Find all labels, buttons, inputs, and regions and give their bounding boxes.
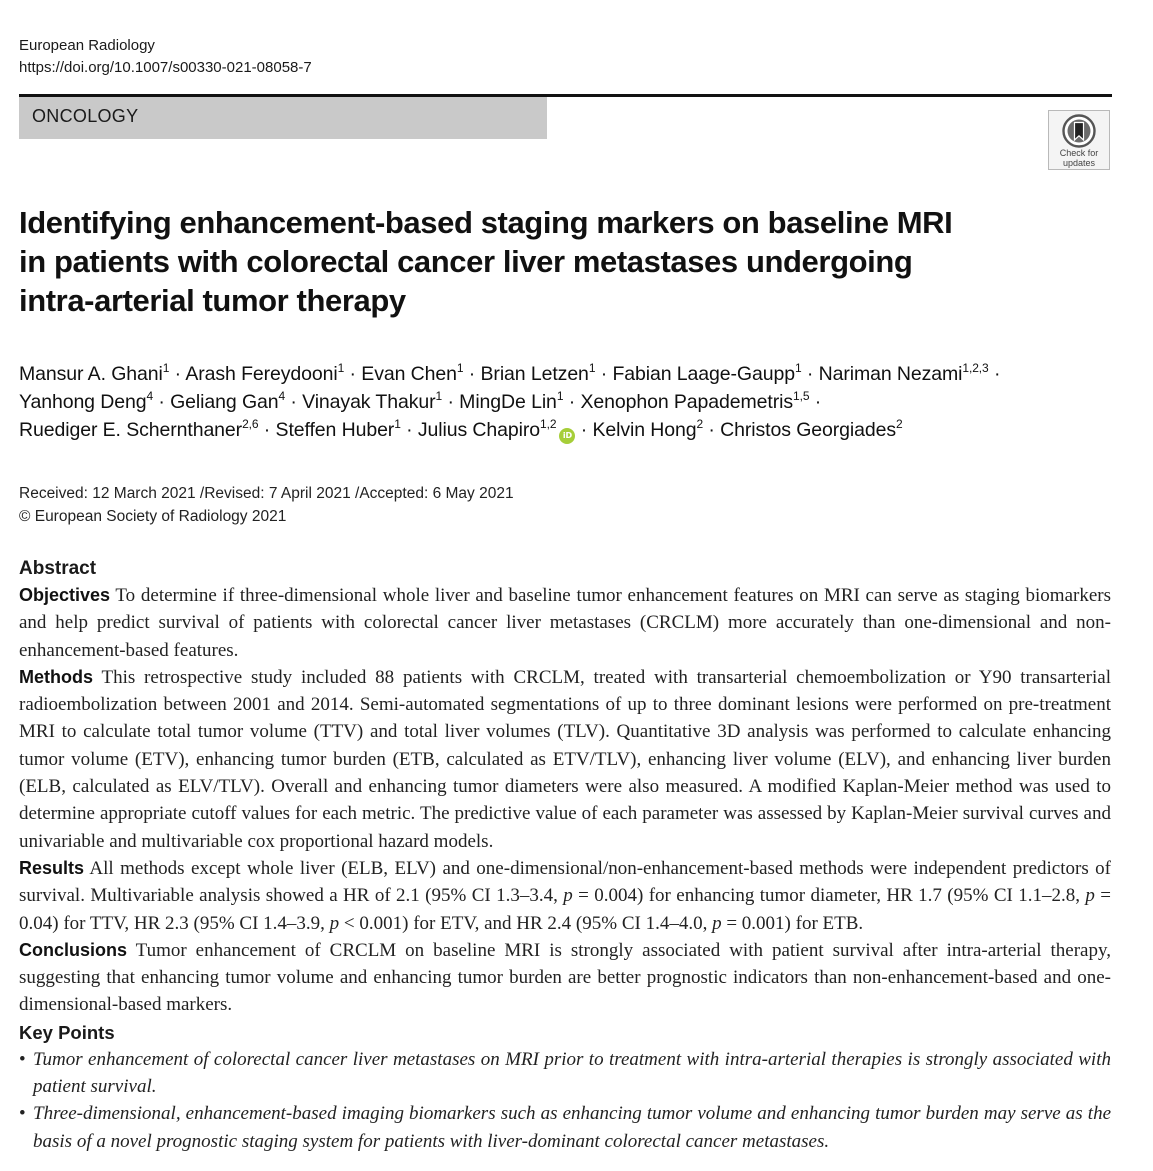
title-line: Identifying enhancement-based staging markers on baseline MRI [19, 205, 953, 240]
author-separator: · [174, 363, 182, 385]
author-name[interactable]: Vinayak Thakur [302, 391, 436, 413]
abstract-results [19, 855, 1111, 937]
author-line [19, 388, 1000, 416]
author-name[interactable]: Mansur A. Ghani [19, 363, 163, 385]
author-name[interactable]: Julius Chapiro [417, 419, 541, 441]
results-text: = 0.001) for ETB. [721, 912, 864, 934]
abstract-objectives [19, 582, 1111, 664]
author-separator: · [814, 391, 822, 413]
author-name[interactable]: Steffen Huber [275, 419, 395, 441]
history-dates: Received: 12 March 2021 /Revised: 7 April 2021 /Accepted: 6 May 2021 [19, 485, 514, 502]
author-separator: · [158, 391, 165, 413]
abstract-heading: Abstract [19, 558, 97, 579]
affiliation-mark: 4 [278, 389, 286, 403]
author-separator: · [468, 363, 476, 385]
updates-label-line2: updates [1062, 158, 1096, 168]
methods-label: Methods [19, 666, 93, 687]
author-separator: · [708, 419, 715, 441]
journal-header [19, 35, 312, 79]
author-separator: · [806, 363, 814, 385]
author-name[interactable]: Fabian Laage-Gaupp [612, 363, 795, 385]
key-point-item [19, 1046, 1111, 1101]
journal-name: European Radiology [19, 37, 155, 54]
author-name[interactable]: Xenophon Papademetris [580, 391, 794, 413]
author-name[interactable]: Evan Chen [361, 363, 457, 385]
author-name[interactable]: Geliang Gan [170, 391, 279, 413]
key-point-text: Three-dimensional, enhancement-based imaging biomarkers such as enhancing tumor volume and enhancing tumor burden may serve as the basis of a novel prognostic staging system for patients with liver-dominant colorectal cancer metastases. [33, 1103, 1111, 1152]
objectives-label: Objectives [19, 585, 111, 605]
title-line: intra-arterial tumor therapy [19, 283, 406, 318]
author-name[interactable]: Nariman Nezami [818, 363, 963, 385]
author-name[interactable]: Christos Georgiades [720, 419, 897, 441]
results-text: < 0.001) for ETV, and HR 2.4 (95% CI 1.4–4.0, [339, 912, 713, 934]
p-symbol: p [1085, 885, 1095, 907]
doi-link[interactable]: https://doi.org/10.1007/s00330-021-08058-7 [19, 59, 312, 76]
orcid-icon[interactable]: iD [559, 428, 575, 444]
author-separator: · [993, 363, 1001, 385]
affiliation-mark: 1 [337, 361, 345, 375]
conclusions-text: Tumor enhancement of CRCLM on baseline MRI is strongly associated with patient survival after intra-arterial therapy, suggesting that enhancing tumor volume and enhancing tumor burden are better prognostic indicators than non-enhancement-based and one-dimensional-based markers. [19, 939, 1111, 1016]
author-name[interactable]: Brian Letzen [480, 363, 589, 385]
check-for-updates-badge[interactable] [1048, 110, 1110, 170]
methods-text: This retrospective study included 88 patients with CRCLM, treated with transarterial chemoembolization or Y90 transarterial radioembolization between 2001 and 2014. Semi-automated segmentations of up to three dominant lesions were performed on pre-treatment MRI to calculate total tumor volume (TTV) and total liver volumes (TLV). Quantitative 3D analysis was performed to calculate enhancing tumor volume (ETV), enhancing tumor burden (ETB, calculated as ETV/TLV), enhancing liver volume (ELV), and enhancing liver burden (ELB, calculated as ELV/TLV). Overall and enhancing tumor diameters were also measured. A modified Kaplan-Meier method was used to determine appropriate cutoff values for each metric. The predictive value of each parameter was assessed by Kaplan-Meier survival curves and univariable and multivariable cox proportional hazard models. [19, 666, 1111, 852]
abstract-conclusions [19, 937, 1111, 1019]
author-name[interactable]: MingDe Lin [459, 391, 557, 413]
author-separator: · [263, 419, 271, 441]
affiliation-mark: 1 [556, 389, 564, 403]
section-band [19, 97, 547, 139]
results-text: = 0.04) for TTV, HR 2.3 (95% CI 1.4–3.9, [19, 885, 1111, 934]
affiliation-mark: 1 [394, 417, 401, 431]
updates-label-line1: Check for [1059, 148, 1099, 158]
key-points-heading: Key Points [19, 1021, 115, 1043]
affiliation-mark: 1,2 [540, 417, 557, 431]
abstract-section [19, 555, 1111, 1155]
bookmark-icon [1062, 114, 1096, 148]
affiliation-mark: 2 [896, 417, 903, 431]
key-point-text: Tumor enhancement of colorectal cancer liver metastases on MRI prior to treatment with intra-arterial therapies is strongly associated with patient survival. [33, 1048, 1111, 1098]
author-separator: · [349, 363, 356, 385]
key-points-list [19, 1046, 1111, 1155]
author-name[interactable]: Arash Fereydooni [185, 363, 338, 385]
author-separator: · [568, 391, 576, 413]
article-title [19, 203, 1019, 320]
conclusions-label: Conclusions [19, 939, 128, 960]
p-symbol: p [712, 912, 722, 934]
results-text: All methods except whole liver (ELB, ELV) and one-dimensional/non-enhancement-based methods were independent predictors of survival. Multivariable analysis showed a HR of 2.1 (95% CI 1.3–3.4, [19, 857, 1111, 907]
abstract-methods [19, 664, 1111, 855]
author-separator: · [290, 391, 297, 413]
affiliation-mark: 1 [794, 361, 802, 375]
affiliation-mark: 2 [696, 417, 704, 431]
author-separator: · [580, 419, 588, 441]
p-symbol: p [563, 885, 573, 907]
copyright-notice: © European Society of Radiology 2021 [19, 508, 287, 525]
affiliation-mark: 1,5 [793, 389, 810, 403]
affiliation-mark: 4 [146, 389, 154, 403]
key-point-item [19, 1100, 1111, 1155]
title-line: in patients with colorectal cancer liver metastases undergoing [19, 244, 913, 279]
p-symbol: p [329, 912, 340, 934]
affiliation-mark: 2,6 [242, 417, 259, 431]
bullet-icon: • [19, 1048, 26, 1070]
author-name[interactable]: Yanhong Deng [19, 391, 147, 413]
author-name[interactable]: Kelvin Hong [592, 419, 697, 441]
author-separator: · [406, 419, 413, 441]
affiliation-mark: 1 [456, 361, 464, 375]
results-label: Results [19, 857, 85, 878]
author-separator: · [600, 363, 608, 385]
results-text: = 0.004) for enhancing tumor diameter, HR 1.7 (95% CI 1.1–2.8, [572, 885, 1086, 907]
objectives-text: To determine if three-dimensional whole liver and baseline tumor enhancement features on MRI can serve as staging biomarkers and help predict survival of patients with colorectal cancer liver metastases (CRCLM) more accurately than one-dimensional and non-enhancement-based features. [19, 585, 1111, 661]
author-list [19, 360, 1000, 444]
publication-dates [19, 482, 514, 528]
affiliation-mark: 1 [162, 361, 170, 375]
author-line [19, 416, 1000, 444]
bullet-icon: • [19, 1103, 26, 1125]
section-label: ONCOLOGY [32, 106, 139, 126]
affiliation-mark: 1 [588, 361, 596, 375]
author-line [19, 360, 1000, 388]
affiliation-mark: 1 [435, 389, 443, 403]
author-name[interactable]: Ruediger E. Schernthaner [19, 419, 243, 441]
affiliation-mark: 1,2,3 [962, 361, 989, 375]
author-separator: · [447, 391, 454, 413]
